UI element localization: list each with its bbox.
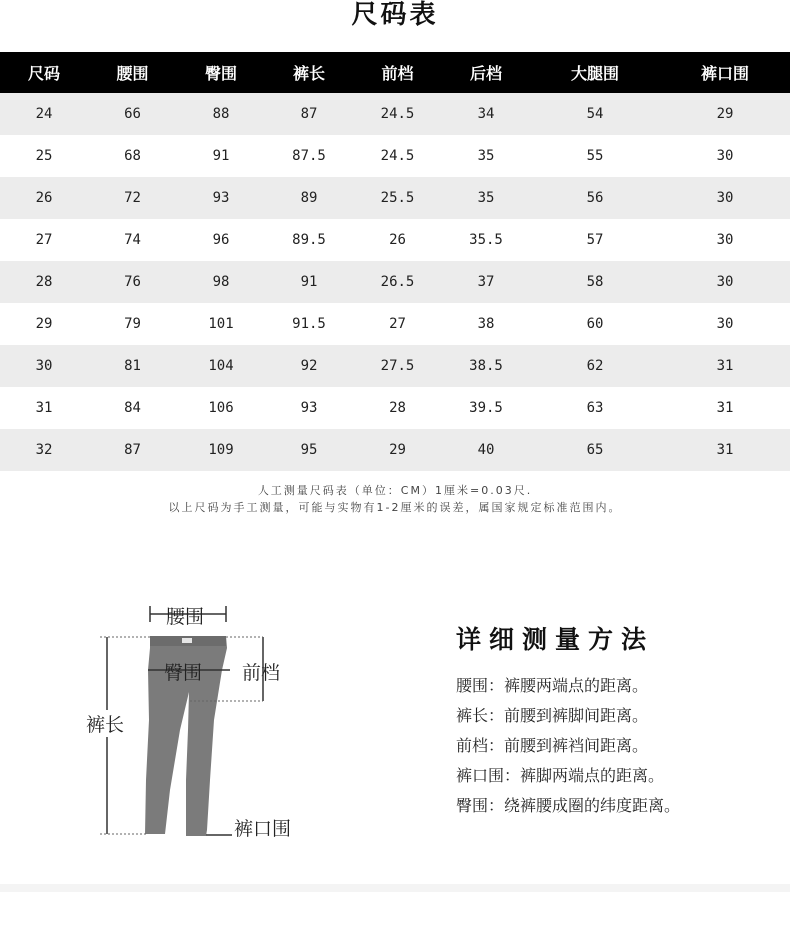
method-item: 前档：前腰到裤裆间距离。 bbox=[456, 736, 649, 755]
table-cell: 68 bbox=[88, 135, 177, 177]
table-cell: 55 bbox=[530, 135, 660, 177]
table-cell: 58 bbox=[530, 261, 660, 303]
table-cell: 26 bbox=[353, 219, 442, 261]
table-cell: 72 bbox=[88, 177, 177, 219]
column-header: 后档 bbox=[442, 52, 530, 93]
length-label: 裤长 bbox=[86, 710, 124, 737]
table-cell: 87 bbox=[88, 429, 177, 471]
table-cell: 60 bbox=[530, 303, 660, 345]
table-cell: 87.5 bbox=[265, 135, 353, 177]
table-cell: 87 bbox=[265, 93, 353, 135]
table-cell: 37 bbox=[442, 261, 530, 303]
table-cell: 35 bbox=[442, 135, 530, 177]
column-header: 臀围 bbox=[177, 52, 265, 93]
table-row bbox=[0, 387, 790, 429]
table-cell: 31 bbox=[660, 345, 790, 387]
table-cell: 40 bbox=[442, 429, 530, 471]
table-cell: 30 bbox=[660, 303, 790, 345]
method-item: 裤长：前腰到裤脚间距离。 bbox=[456, 706, 649, 725]
table-cell: 92 bbox=[265, 345, 353, 387]
table-cell: 95 bbox=[265, 429, 353, 471]
table-cell: 25 bbox=[0, 135, 88, 177]
table-cell: 24.5 bbox=[353, 93, 442, 135]
table-header-row bbox=[0, 52, 790, 93]
table-row bbox=[0, 219, 790, 261]
method-title: 详细测量方法 bbox=[456, 625, 655, 654]
hip-label: 臀围 bbox=[164, 662, 203, 684]
page-title: 尺码表 bbox=[351, 0, 439, 30]
table-body bbox=[0, 93, 790, 471]
table-row bbox=[0, 177, 790, 219]
table-row bbox=[0, 135, 790, 177]
table-cell: 28 bbox=[0, 261, 88, 303]
table-cell: 29 bbox=[353, 429, 442, 471]
column-header: 裤口围 bbox=[660, 52, 790, 93]
table-cell: 96 bbox=[177, 219, 265, 261]
jeans-illustration bbox=[0, 580, 420, 860]
table-cell: 29 bbox=[0, 303, 88, 345]
method-item: 裤口围：裤脚两端点的距离。 bbox=[456, 766, 665, 785]
method-item: 腰围：裤腰两端点的距离。 bbox=[456, 676, 649, 695]
method-item: 臀围：绕裤腰成圈的纬度距离。 bbox=[456, 796, 681, 815]
leg-opening-label: 裤口围 bbox=[234, 818, 292, 840]
column-header: 裤长 bbox=[265, 52, 353, 93]
table-cell: 31 bbox=[660, 429, 790, 471]
table-row bbox=[0, 345, 790, 387]
column-header: 尺码 bbox=[0, 52, 88, 93]
table-cell: 29 bbox=[660, 93, 790, 135]
table-cell: 24 bbox=[0, 93, 88, 135]
table-cell: 35 bbox=[442, 177, 530, 219]
table-cell: 30 bbox=[660, 219, 790, 261]
table-cell: 31 bbox=[660, 387, 790, 429]
table-cell: 106 bbox=[177, 387, 265, 429]
table-cell: 62 bbox=[530, 345, 660, 387]
table-cell: 30 bbox=[660, 135, 790, 177]
table-cell: 91.5 bbox=[265, 303, 353, 345]
unit-note: 人工测量尺码表（单位：CM）1厘米=0.03尺. bbox=[257, 484, 533, 497]
table-row bbox=[0, 261, 790, 303]
table-cell: 56 bbox=[530, 177, 660, 219]
table-cell: 30 bbox=[660, 261, 790, 303]
table-row bbox=[0, 303, 790, 345]
table-cell: 30 bbox=[0, 345, 88, 387]
table-cell: 91 bbox=[177, 135, 265, 177]
table-cell: 66 bbox=[88, 93, 177, 135]
table-cell: 89 bbox=[265, 177, 353, 219]
table-cell: 76 bbox=[88, 261, 177, 303]
table-cell: 88 bbox=[177, 93, 265, 135]
table-cell: 57 bbox=[530, 219, 660, 261]
table-cell: 65 bbox=[530, 429, 660, 471]
column-header: 大腿围 bbox=[530, 52, 660, 93]
table-row bbox=[0, 429, 790, 471]
method-list bbox=[456, 674, 680, 824]
table-cell: 35.5 bbox=[442, 219, 530, 261]
table-cell: 54 bbox=[530, 93, 660, 135]
table-cell: 109 bbox=[177, 429, 265, 471]
jeans-label bbox=[182, 638, 192, 643]
table-cell: 101 bbox=[177, 303, 265, 345]
table-row bbox=[0, 93, 790, 135]
table-cell: 104 bbox=[177, 345, 265, 387]
table-cell: 63 bbox=[530, 387, 660, 429]
table-cell: 26 bbox=[0, 177, 88, 219]
column-header: 前档 bbox=[353, 52, 442, 93]
table-cell: 93 bbox=[177, 177, 265, 219]
table-cell: 24.5 bbox=[353, 135, 442, 177]
table-cell: 74 bbox=[88, 219, 177, 261]
table-cell: 31 bbox=[0, 387, 88, 429]
size-table bbox=[0, 52, 790, 471]
table-cell: 91 bbox=[265, 261, 353, 303]
measurement-diagram bbox=[0, 580, 420, 860]
table-cell: 32 bbox=[0, 429, 88, 471]
table-cell: 81 bbox=[88, 345, 177, 387]
front-rise-label: 前档 bbox=[242, 662, 281, 684]
table-cell: 28 bbox=[353, 387, 442, 429]
table-cell: 34 bbox=[442, 93, 530, 135]
table-cell: 25.5 bbox=[353, 177, 442, 219]
table-cell: 84 bbox=[88, 387, 177, 429]
table-cell: 93 bbox=[265, 387, 353, 429]
column-header: 腰围 bbox=[88, 52, 177, 93]
table-cell: 38.5 bbox=[442, 345, 530, 387]
table-cell: 89.5 bbox=[265, 219, 353, 261]
table-cell: 27.5 bbox=[353, 345, 442, 387]
table-cell: 27 bbox=[0, 219, 88, 261]
waist-label: 腰围 bbox=[166, 606, 205, 628]
table-cell: 38 bbox=[442, 303, 530, 345]
footer-band bbox=[0, 884, 790, 892]
tolerance-note: 以上尺码为手工测量，可能与实物有1-2厘米的误差，属国家规定标准范围内。 bbox=[168, 501, 622, 514]
table-cell: 26.5 bbox=[353, 261, 442, 303]
table-cell: 39.5 bbox=[442, 387, 530, 429]
table-cell: 27 bbox=[353, 303, 442, 345]
table-cell: 98 bbox=[177, 261, 265, 303]
table-cell: 79 bbox=[88, 303, 177, 345]
table-cell: 30 bbox=[660, 177, 790, 219]
